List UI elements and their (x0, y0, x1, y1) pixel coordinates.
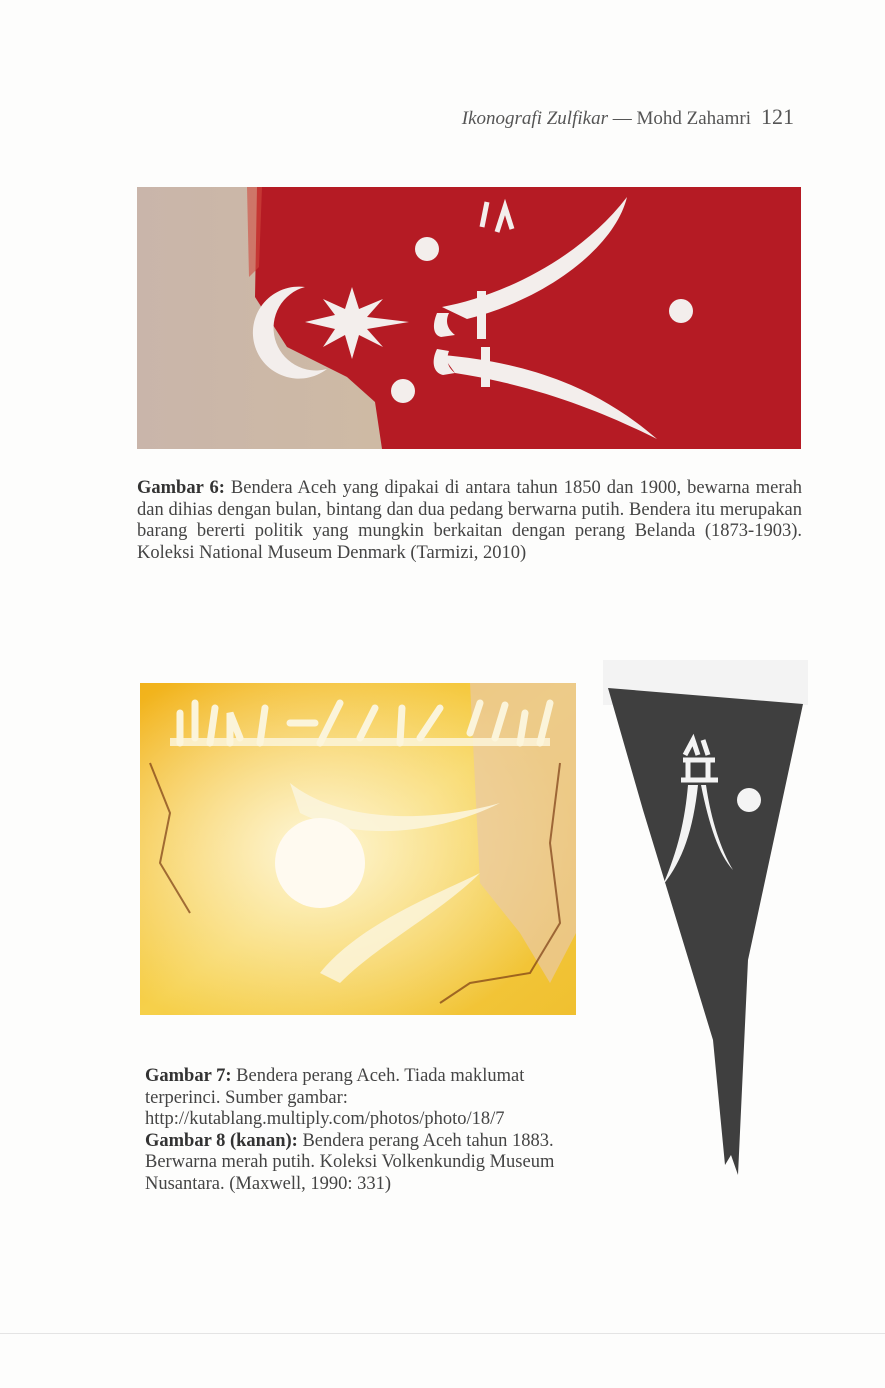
lower-sword-guard (481, 347, 490, 387)
page-bottom-rule (0, 1333, 885, 1334)
dot-emblem-right (669, 299, 693, 323)
figure-7-war-flag-photo (140, 683, 576, 1015)
header-dash: — (607, 108, 637, 129)
journal-title: Ikonografi Zulfikar (461, 108, 608, 129)
figure-7-caption (145, 1066, 585, 1131)
figure-7-8-caption (145, 1066, 585, 1195)
figure-6-label: Gambar 6: (137, 478, 225, 498)
pennant-image (603, 660, 808, 1185)
pennant-dot-emblem (737, 788, 761, 812)
yellow-war-flag-image (140, 683, 576, 1015)
figure-7-label: Gambar 7: (145, 1066, 232, 1086)
figure-7-text: Bendera perang Aceh. Tiada maklumat terperinci. Sumber gambar: http://kutablang.multiply.com/photos/photo/18/7 (145, 1066, 525, 1129)
page-number: 121 (761, 104, 794, 129)
figure-6-aceh-flag-photo (137, 187, 801, 449)
figure-6-text: Bendera Aceh yang dipakai di antara tahun 1850 dan 1900, bewarna merah dan dihias dengan bulan, bintang dan dua pedang berwarna putih. Bendera itu merupakan barang bererti politik yang mungkin berkaitan dengan perang Belanda (1873-1903). Koleksi National Museum Denmark (Tarmizi, 2010) (137, 478, 802, 563)
dot-emblem-top (415, 237, 439, 261)
aceh-flag-image (137, 187, 801, 449)
upper-sword-guard (477, 291, 486, 339)
figure-8-pennant-photo (603, 660, 808, 1185)
dot-emblem-bottom (391, 379, 415, 403)
figure-8-caption (145, 1131, 585, 1196)
author-name: Mohd Zahamri (636, 108, 751, 129)
sun-emblem (275, 818, 365, 908)
figure-8-label: Gambar 8 (kanan): (145, 1130, 298, 1151)
figure-8-text: Bendera perang Aceh tahun 1883. Berwarna merah putih. Koleksi Volkenkundig Museum Nusantara. (Maxwell, 1990: 331) (145, 1130, 555, 1194)
running-head (300, 104, 794, 130)
figure-6-caption (137, 478, 802, 564)
